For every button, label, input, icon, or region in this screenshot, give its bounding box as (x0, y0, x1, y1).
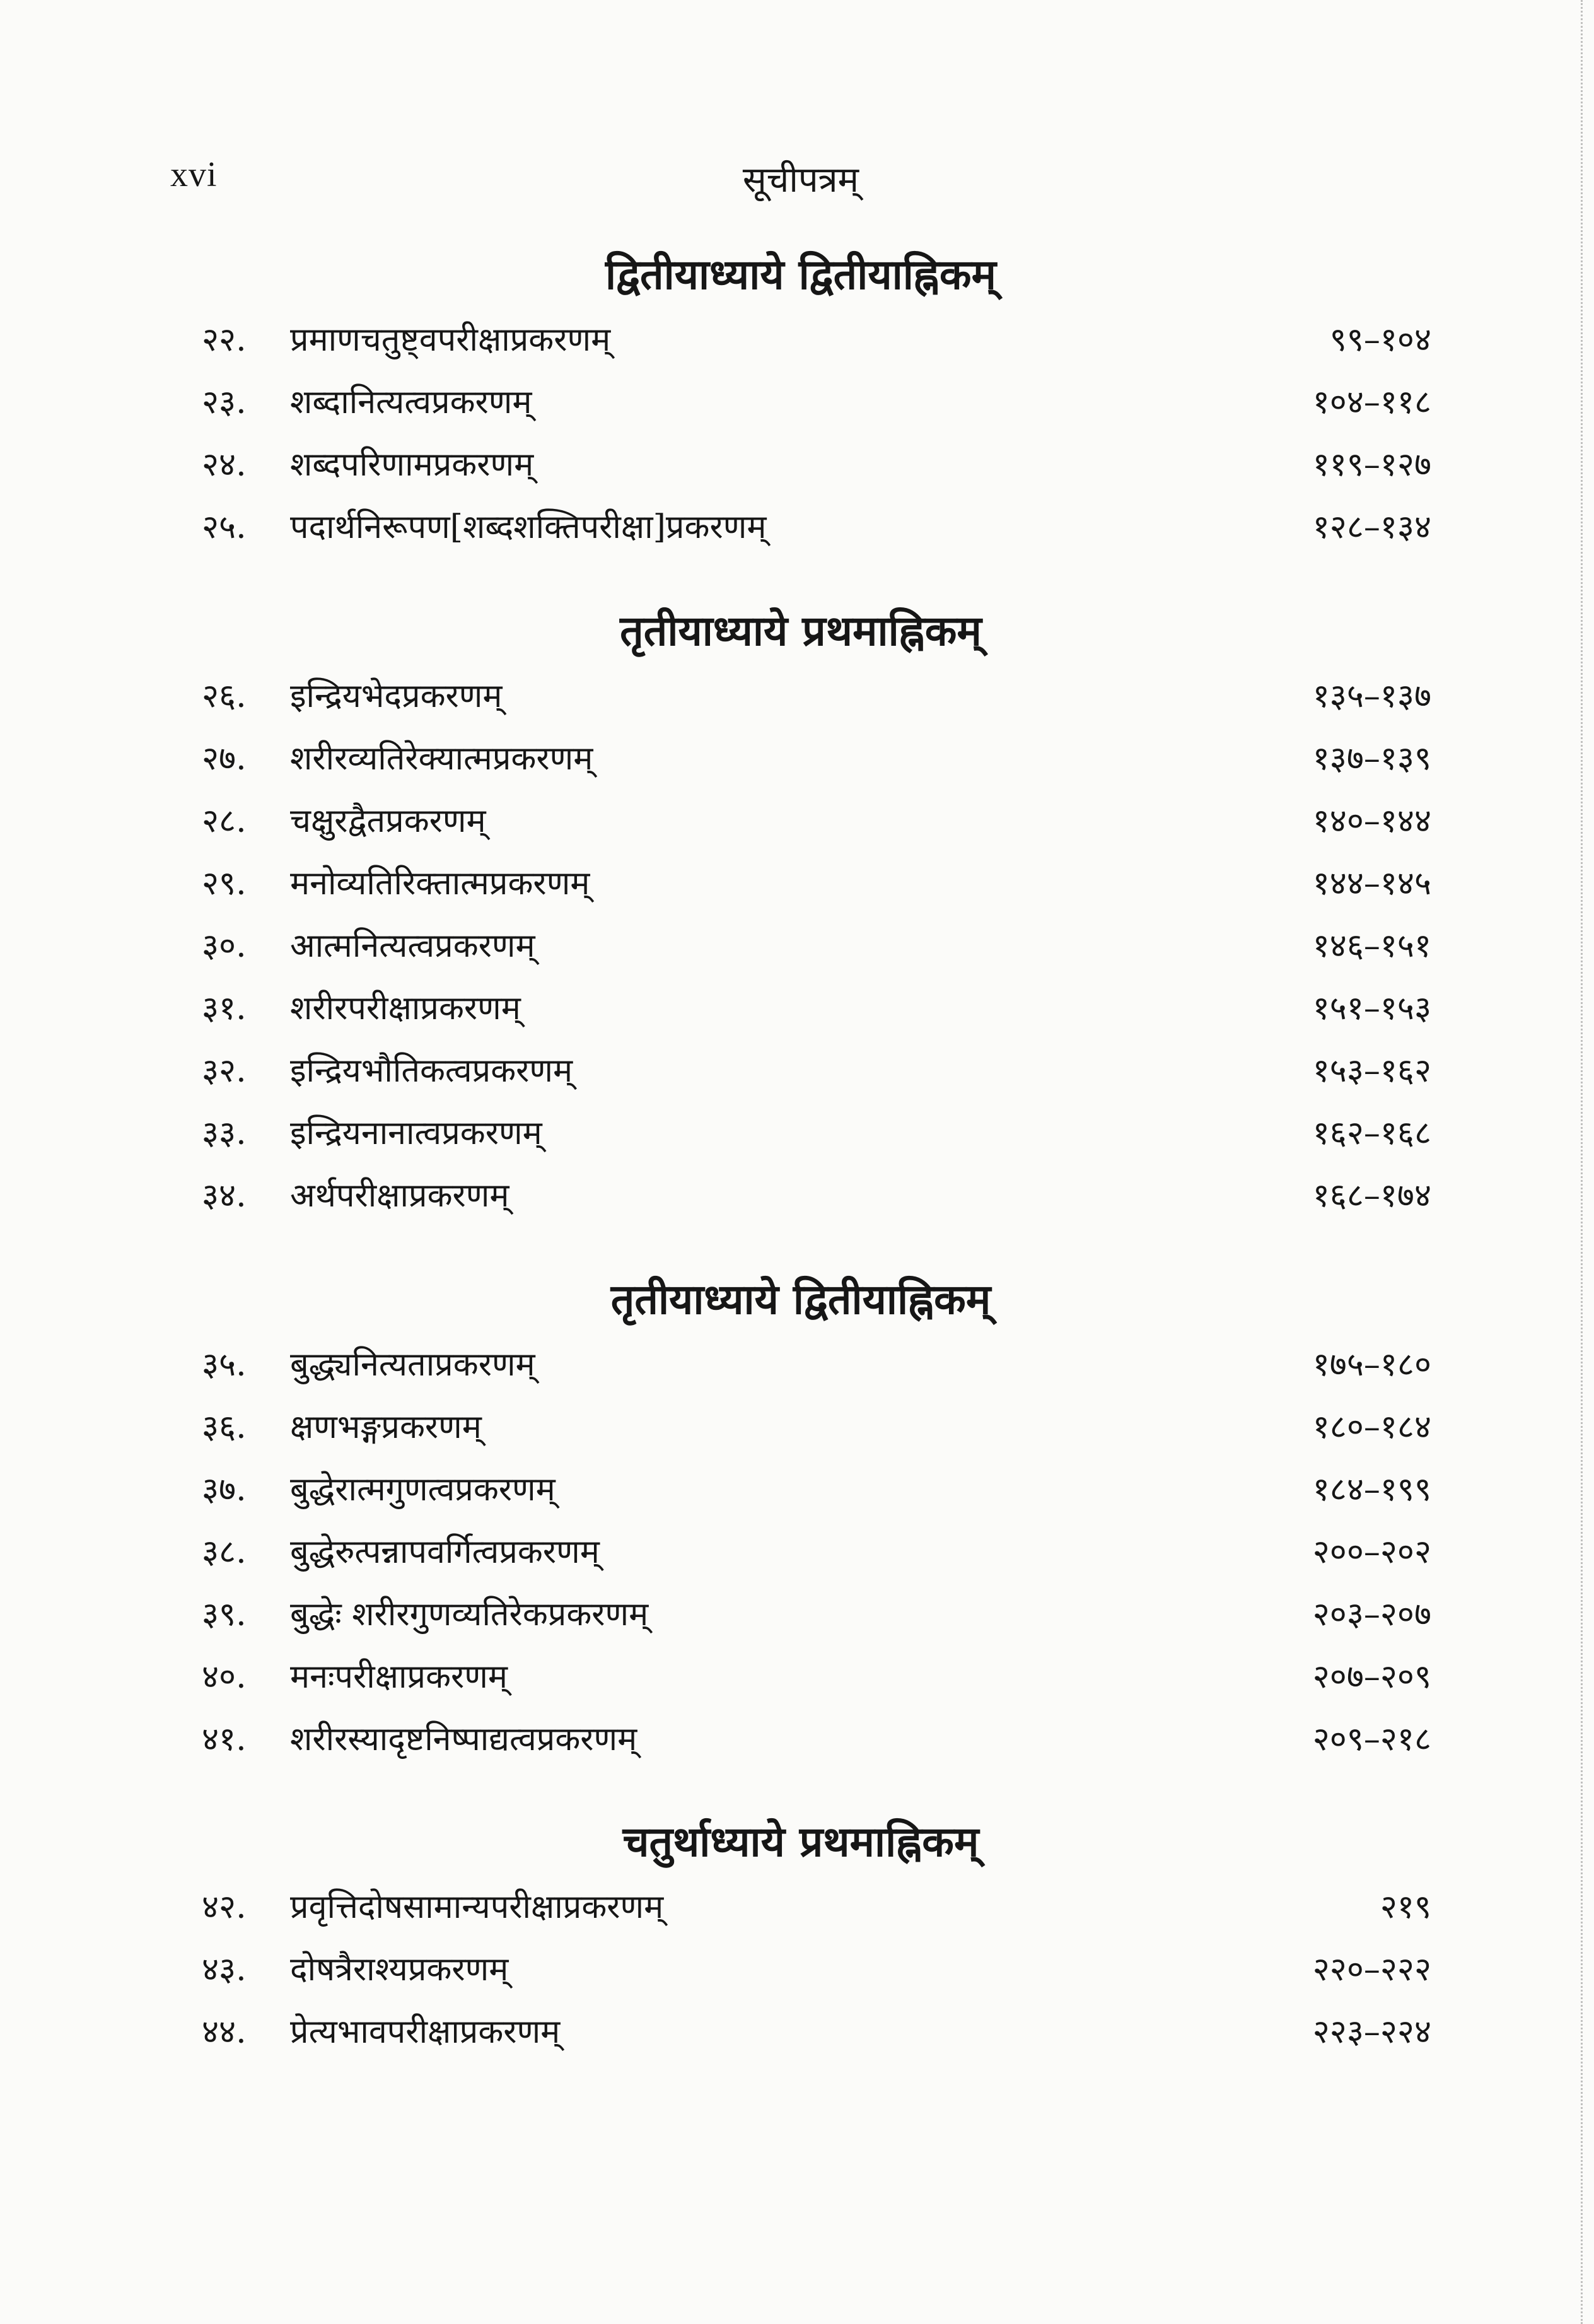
toc-section (202, 240, 1431, 559)
toc-entry (202, 1396, 1431, 1459)
entry-number: २५. (202, 508, 247, 546)
entry-number: २६. (202, 677, 247, 715)
entry-number: ४१. (202, 1720, 247, 1758)
entry-title: शरीरव्यतिरेक्यात्मप्रकरणम् (290, 740, 593, 778)
page-number: xvi (170, 155, 218, 194)
entry-pages: ९९–१०४ (1329, 321, 1431, 359)
entry-pages: २००–२०२ (1312, 1533, 1431, 1571)
entry-title: आत्मनित्यत्वप्रकरणम् (290, 927, 535, 965)
entry-title: दोषत्रैराश्यप्रकरणम् (290, 1951, 509, 1988)
toc-entry (202, 496, 1431, 559)
entry-title: शरीरपरीक्षाप्रकरणम् (290, 990, 521, 1027)
entry-number: ३०. (202, 927, 247, 965)
entry-pages: २१९ (1380, 1888, 1431, 1926)
entry-number: २२. (202, 321, 247, 359)
entry-number: ३८. (202, 1533, 247, 1571)
entry-pages: १२८–१३४ (1312, 508, 1431, 546)
section-heading: तृतीयाध्याये द्वितीयाह्निकम् (610, 1275, 991, 1324)
entry-title: मनःपरीक्षाप्रकरणम् (290, 1658, 508, 1696)
toc-entry (202, 978, 1431, 1040)
entry-number: २७. (202, 740, 247, 778)
entry-number: ४२. (202, 1888, 247, 1926)
entry-number: ३४. (202, 1177, 247, 1215)
entry-pages: १४६–१५१ (1312, 927, 1431, 965)
toc-entry (202, 790, 1431, 853)
entry-title: शब्दानित्यत्वप्रकरणम् (290, 383, 532, 421)
entry-pages: २०७–२०९ (1312, 1658, 1431, 1696)
entry-title: प्रमाणचतुष्ट्वपरीक्षाप्रकरणम् (290, 321, 611, 359)
page-header (170, 155, 1431, 211)
entry-number: ३१. (202, 990, 247, 1027)
entry-number: ४३. (202, 1951, 247, 1988)
entry-number: ३२. (202, 1052, 247, 1090)
toc-entry (202, 1708, 1431, 1771)
entry-pages: २२३–२२४ (1312, 2013, 1431, 2051)
toc-entry (202, 1102, 1431, 1165)
entry-pages: १३७–१३९ (1312, 740, 1431, 778)
entry-title: इन्द्रियभेदप्रकरणम् (290, 677, 503, 715)
toc-entry (202, 434, 1431, 496)
toc-entry (202, 915, 1431, 978)
toc-entry (202, 1646, 1431, 1708)
entry-title: इन्द्रियनानात्वप्रकरणम् (290, 1114, 542, 1152)
entry-number: ३७. (202, 1471, 247, 1509)
section-heading: तृतीयाध्याये प्रथमाह्निकम् (620, 606, 982, 655)
toc-entry (202, 2001, 1431, 2064)
toc-entry (202, 1876, 1431, 1939)
entry-pages: १०४–११८ (1312, 383, 1431, 421)
entry-pages: २२०–२२२ (1312, 1951, 1431, 1988)
toc-entry (202, 371, 1431, 434)
entry-pages: २०९–२१८ (1312, 1720, 1431, 1758)
entry-title: अर्थपरीक्षाप्रकरणम् (290, 1177, 509, 1215)
toc-entry (202, 1165, 1431, 1227)
entry-pages: १६२–१६८ (1312, 1114, 1431, 1152)
entry-pages: १५१–१५३ (1312, 990, 1431, 1027)
entry-number: ३३. (202, 1114, 247, 1152)
toc-entry (202, 309, 1431, 371)
entry-pages: १७५–१८० (1312, 1346, 1431, 1384)
entry-title: क्षणभङ्गप्रकरणम् (290, 1408, 482, 1446)
entry-title: प्रवृत्तिदोषसामान्यपरीक्षाप्रकरणम् (290, 1888, 664, 1926)
entry-pages: १४४–१४५ (1312, 865, 1431, 902)
entry-number: ३६. (202, 1408, 247, 1446)
entry-pages: १४०–१४४ (1312, 802, 1431, 840)
entry-title: बुद्धेः शरीरगुणव्यतिरेकप्रकरणम् (290, 1596, 649, 1633)
entry-title: मनोव्यतिरिक्तात्मप्रकरणम् (290, 865, 590, 902)
entry-title: शब्दपरिणामप्रकरणम् (290, 446, 534, 484)
entry-pages: १८०–१८४ (1312, 1408, 1431, 1446)
entry-number: २३. (202, 383, 247, 421)
entry-title: प्रेत्यभावपरीक्षाप्रकरणम् (290, 2013, 561, 2051)
entry-pages: १६८–१७४ (1312, 1177, 1431, 1215)
toc-section (202, 596, 1431, 1227)
entry-number: २८. (202, 802, 247, 840)
section-heading: चतुर्थाध्याये प्रथमाह्निकम् (622, 1817, 979, 1866)
toc-entry (202, 665, 1431, 728)
entry-title: पदार्थनिरूपण[शब्दशक्तिपरीक्षा]प्रकरणम् (290, 508, 767, 546)
entry-pages: १३५–१३७ (1312, 677, 1431, 715)
page-edge-mark (1574, 0, 1583, 2324)
entry-title: बुद्धेरुत्पन्नापवर्गित्वप्रकरणम् (290, 1533, 600, 1571)
entry-pages: १८४–१९९ (1312, 1471, 1431, 1509)
entry-number: ३५. (202, 1346, 247, 1384)
running-title: सूचीपत्रम् (742, 160, 859, 201)
toc-entry (202, 1521, 1431, 1584)
entry-number: ४४. (202, 2013, 247, 2051)
entry-title: बुद्ध्यनित्यताप्रकरणम् (290, 1346, 535, 1384)
section-heading: द्वितीयाध्याये द्वितीयाह्निकम् (605, 250, 996, 299)
toc-entry (202, 728, 1431, 790)
entry-pages: १५३–१६२ (1312, 1052, 1431, 1090)
toc-entry (202, 1584, 1431, 1646)
entry-title: चक्षुरद्वैतप्रकरणम् (290, 802, 486, 840)
entry-number: ४०. (202, 1658, 247, 1696)
toc-entry (202, 1939, 1431, 2001)
toc-section (202, 1807, 1431, 2064)
toc-entry (202, 853, 1431, 915)
entry-title: इन्द्रियभौतिकत्वप्रकरणम् (290, 1052, 573, 1090)
entry-title: शरीरस्यादृष्टनिष्पाद्यत्वप्रकरणम् (290, 1720, 637, 1758)
toc-entry (202, 1334, 1431, 1396)
toc-section (202, 1264, 1431, 1771)
entry-number: २४. (202, 446, 247, 484)
entry-title: बुद्धेरात्मगुणत्वप्रकरणम् (290, 1471, 556, 1509)
entry-number: २९. (202, 865, 247, 902)
entry-number: ३९. (202, 1596, 247, 1633)
toc-entry (202, 1040, 1431, 1102)
entry-pages: ११९–१२७ (1312, 446, 1431, 484)
entry-pages: २०३–२०७ (1312, 1596, 1431, 1633)
toc-entry (202, 1459, 1431, 1521)
